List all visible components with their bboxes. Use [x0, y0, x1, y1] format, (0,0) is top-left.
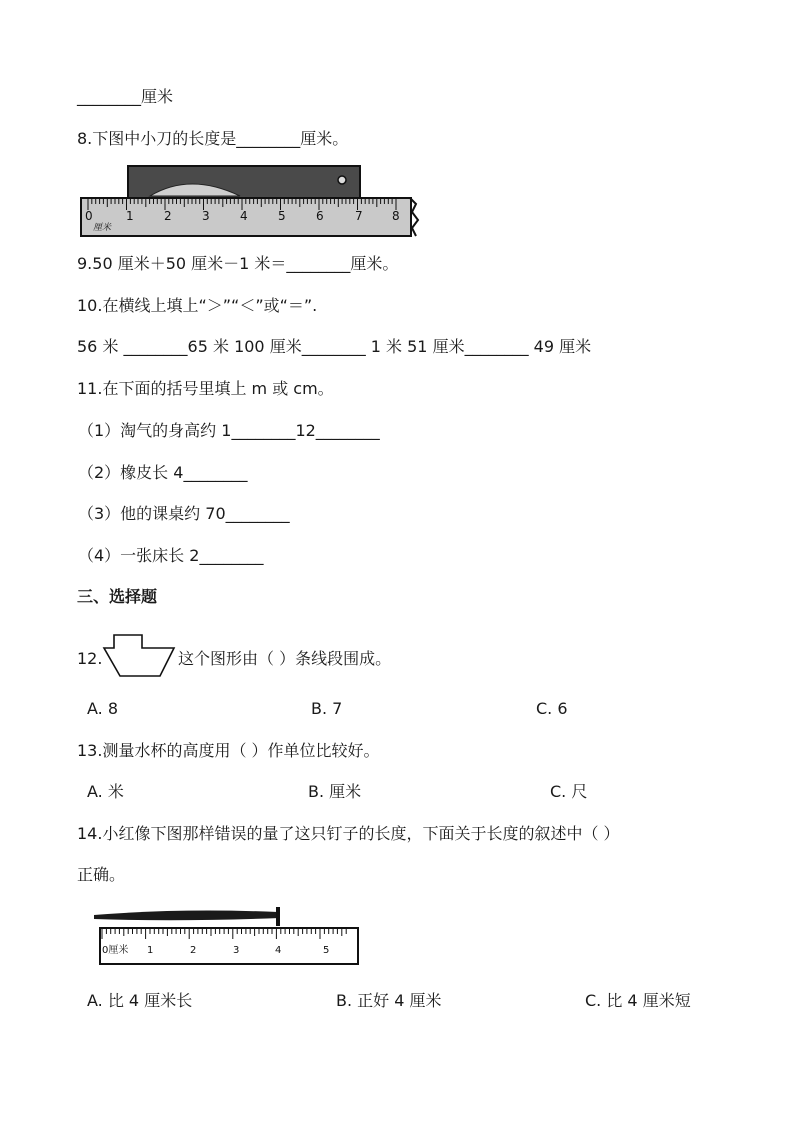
q12-option-a[interactable]: A. 8 [87, 699, 119, 718]
ruler2-tick-label: 2 [190, 945, 197, 956]
q14-option-b[interactable]: B. 正好 4 厘米 [336, 991, 442, 1010]
question-10: 10.在横线上填上“＞”“＜”或“＝”. [77, 296, 318, 315]
ruler2-unit-label: 0厘米 [102, 945, 129, 956]
q7-answer-line: ________厘米 [77, 87, 174, 106]
q14-option-a[interactable]: A. 比 4 厘米长 [87, 991, 193, 1010]
ruler2-tick-label: 3 [233, 945, 240, 956]
ruler-tick-label: 0 [85, 209, 93, 223]
ruler-tick-label: 4 [240, 209, 248, 223]
knife-hole [338, 176, 346, 184]
question-13: 13.测量水杯的高度用（ ）作单位比较好。 [77, 741, 380, 760]
question-12-number: 12. [77, 649, 103, 668]
section-3-heading: 三、选择题 [77, 587, 158, 606]
polygon-figure [102, 632, 178, 680]
question-14-line-2: 正确。 [77, 865, 126, 884]
question-10-items: 56 米 ________65 米 100 厘米________ 1 米 51 厘米________ 49 厘米 [77, 337, 592, 356]
q12-option-b[interactable]: B. 7 [311, 699, 343, 718]
ruler-tick-label: 3 [202, 209, 210, 223]
q14-option-c[interactable]: C. 比 4 厘米短 [585, 991, 691, 1010]
ruler-tick-label: 5 [278, 209, 286, 223]
q13-option-a[interactable]: A. 米 [87, 782, 124, 801]
ruler2-body [100, 928, 358, 964]
ruler-tick-label: 1 [126, 209, 134, 223]
question-11-item-1: （1）淘气的身高约 1________12________ [78, 421, 380, 440]
question-11-item-2: （2）橡皮长 4________ [78, 463, 248, 482]
q13-option-b[interactable]: B. 厘米 [308, 782, 362, 801]
question-11: 11.在下面的括号里填上 m 或 cm。 [77, 379, 334, 398]
question-14-line-1: 14.小红像下图那样错误的量了这只钉子的长度，下面关于长度的叙述中（ ） [77, 824, 620, 843]
ruler-tick-label: 7 [355, 209, 363, 223]
nail-head [276, 907, 280, 926]
q12-option-c[interactable]: C. 6 [536, 699, 568, 718]
nail-shaft [94, 911, 280, 921]
knife-ruler-figure [80, 164, 420, 238]
question-8: 8.下图中小刀的长度是________厘米。 [77, 129, 349, 148]
ruler2-tick-label: 1 [147, 945, 154, 956]
question-12-text: 这个图形由（ ）条线段围成。 [178, 649, 392, 668]
nail-ruler-figure [90, 904, 365, 970]
ruler-unit-label: 厘米 [93, 223, 112, 233]
ruler2-tick-label: 5 [323, 945, 330, 956]
question-11-item-3: （3）他的课桌约 70________ [78, 504, 290, 523]
q13-option-c[interactable]: C. 尺 [550, 782, 588, 801]
question-9: 9.50 厘米＋50 厘米－1 米＝________厘米。 [77, 254, 399, 273]
ruler-tick-label: 2 [164, 209, 172, 223]
ruler2-tick-label: 4 [275, 945, 282, 956]
polygon-shape [104, 635, 174, 676]
question-11-item-4: （4）一张床长 2________ [78, 546, 264, 565]
ruler-tick-label: 8 [392, 209, 400, 223]
ruler-tick-label: 6 [316, 209, 324, 223]
